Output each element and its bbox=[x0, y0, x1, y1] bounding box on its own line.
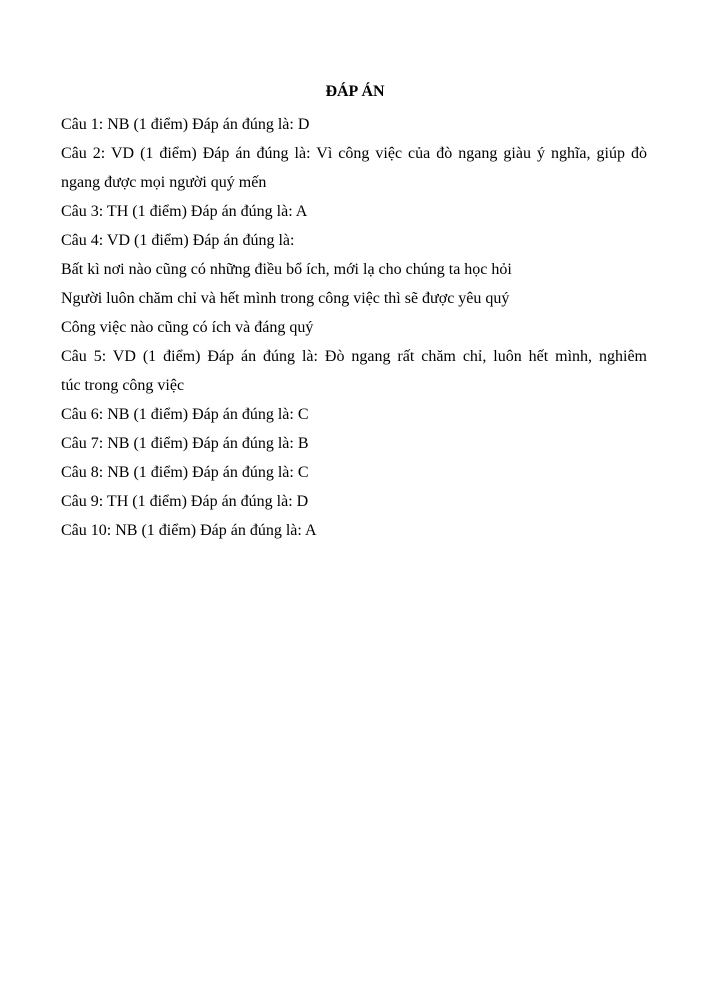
answer-line-q2: Câu 2: VD (1 điểm) Đáp án đúng là: Vì công việc của đò ngang giàu ý nghĩa, giúp đò bbox=[61, 145, 647, 162]
answer-line-q4-point-1: Bất kì nơi nào cũng có những điều bổ ích, mới lạ cho chúng ta học hỏi bbox=[61, 261, 512, 278]
page-title: ĐÁP ÁN bbox=[325, 83, 385, 100]
answer-line-q10: Câu 10: NB (1 điểm) Đáp án đúng là: A bbox=[61, 522, 317, 539]
answer-line-q9: Câu 9: TH (1 điểm) Đáp án đúng là: D bbox=[61, 493, 309, 510]
answer-line-q1: Câu 1: NB (1 điểm) Đáp án đúng là: D bbox=[61, 116, 310, 133]
answer-line-q2-continued: ngang được mọi người quý mến bbox=[61, 174, 267, 191]
answer-line-q6: Câu 6: NB (1 điểm) Đáp án đúng là: C bbox=[61, 406, 309, 423]
answer-line-q7: Câu 7: NB (1 điểm) Đáp án đúng là: B bbox=[61, 435, 309, 452]
answer-line-q3: Câu 3: TH (1 điểm) Đáp án đúng là: A bbox=[61, 203, 308, 220]
answer-line-q4: Câu 4: VD (1 điểm) Đáp án đúng là: bbox=[61, 232, 295, 249]
answer-line-q8: Câu 8: NB (1 điểm) Đáp án đúng là: C bbox=[61, 464, 309, 481]
answer-line-q5-continued: túc trong công việc bbox=[61, 377, 185, 394]
answer-list bbox=[61, 110, 647, 545]
answer-line-q4-point-2: Người luôn chăm chỉ và hết mình trong công việc thì sẽ được yêu quý bbox=[61, 290, 510, 307]
answer-line-q5: Câu 5: VD (1 điểm) Đáp án đúng là: Đò ngang rất chăm chỉ, luôn hết mình, nghiêm bbox=[61, 348, 647, 365]
answer-line-q4-point-3: Công việc nào cũng có ích và đáng quý bbox=[61, 319, 314, 336]
